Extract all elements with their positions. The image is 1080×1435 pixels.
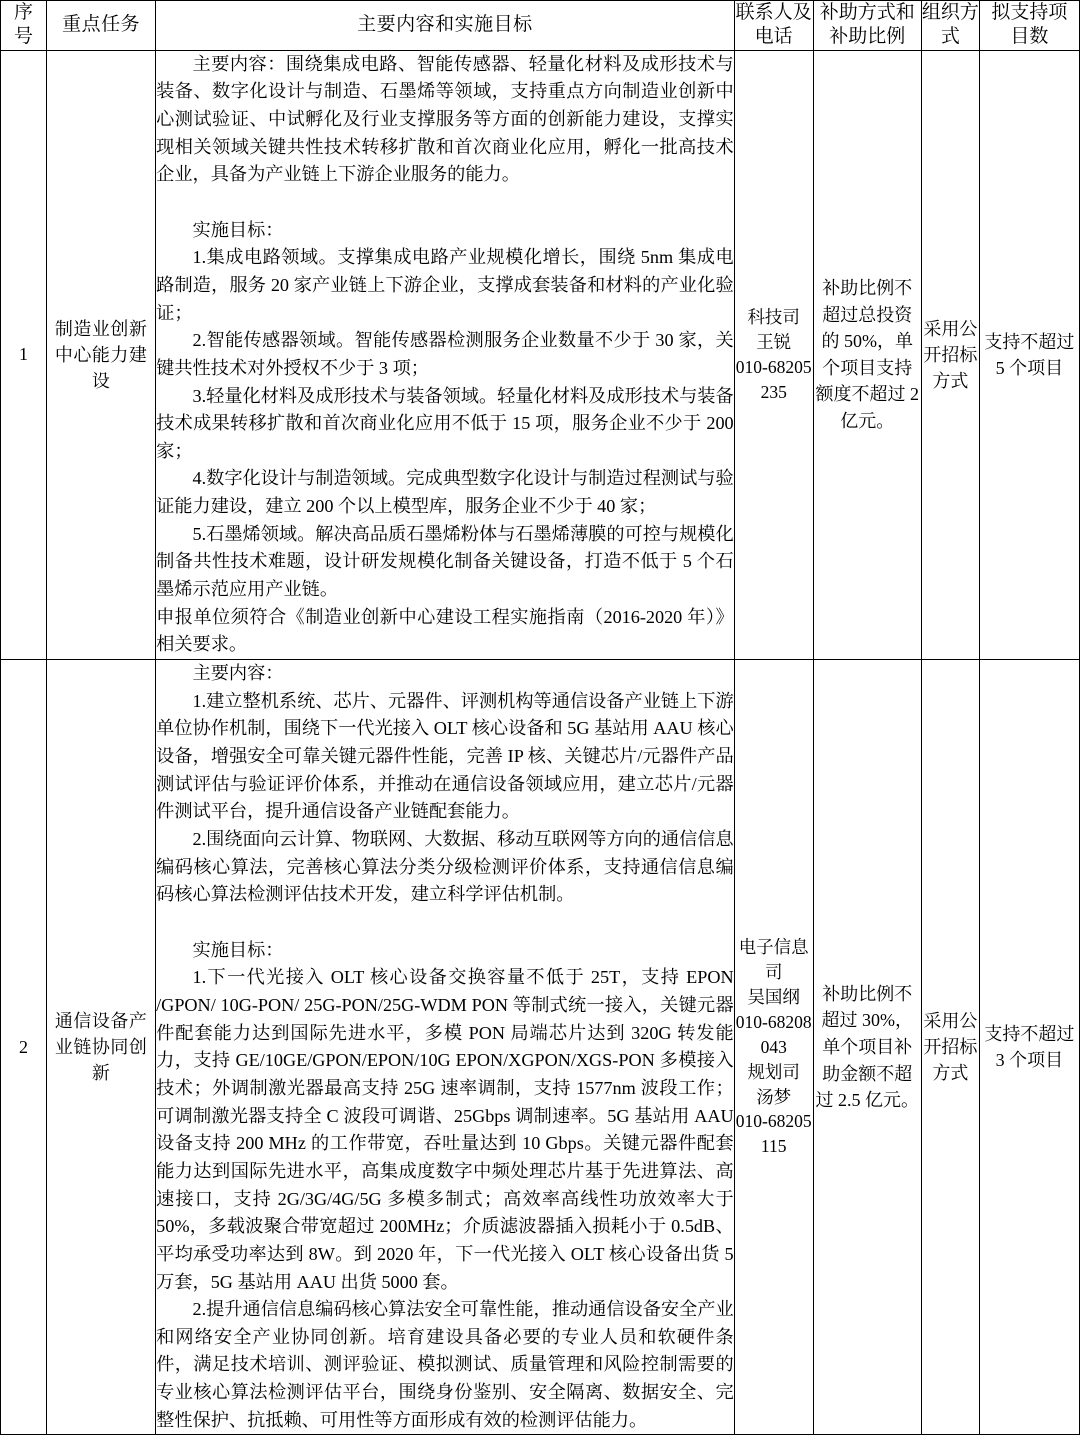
row-task-name: 通信设备产业链协同创新 — [47, 660, 156, 1435]
contact-phone-line: 043 — [760, 1036, 787, 1057]
row-contact — [734, 50, 813, 659]
contact-phone-line: 010-68205 — [735, 356, 812, 377]
content-spacer — [156, 909, 734, 937]
column-header-organization — [921, 1, 979, 51]
content-paragraph: 实施目标： — [192, 219, 284, 240]
contact-line: 吴国纲 — [747, 987, 800, 1008]
contact-phone-line: 010-68205 — [735, 1111, 812, 1132]
row-organization-method: 采用公开招标方式 — [921, 660, 979, 1435]
contact-line: 规划司 — [747, 1061, 800, 1082]
table-body — [1, 50, 1080, 1435]
table-header — [1, 1, 1080, 51]
table-header-row — [1, 1, 1080, 51]
column-header-subsidy-line1: 补助方式和 — [819, 2, 915, 23]
contact-phone-line: 010-68208 — [735, 1011, 812, 1032]
column-header-contact-line2: 电话 — [754, 26, 793, 48]
content-paragraph: 1.下一代光接入 OLT 核心设备交换容量不低于 25T，支持 EPON /GPON/ 10G-PON/ 25G-PON/25G-WDM PON 等制式统一接入，关键元器件配套能力达到国际先进水平，多模 PON 局端芯片达到 320G 转发能力，支持 GE/10GE/GPON/EPON/10G EPON/XGPON/XGS-PON 多模接入技术；外调制激光器最高支持 25G 速率调制，支持 1577nm 波段工作；可调制激光器支持全 C 波段可调谐、25Gbps 调制速率。5G 基站用 AAU 设备支持 200 MHz 的工作带宽，吞吐量达到 10 Gbps。关键元器件配套能力达到国际先进水平，高集成度数字中频处理芯片基于先进算法、高速接口，支持 2G/3G/4G/5G 多模多制式；高效率高线性功放效率大于 50%，多载波聚合带宽超过 200MHz；介质滤波器插入损耗小于 0.5dB、平均承受功率达到 8W。到 2020 年，下一代光接入 OLT 核心设备出货 5 万套，5G 基站用 AAU 出货 5000 套。 — [156, 967, 734, 1292]
column-header-sequence-line1: 序 — [14, 2, 34, 23]
row-subsidy: 补助比例不超过总投资的 50%，单个项目支持额度不超过 2 亿元。 — [813, 50, 921, 659]
content-paragraph: 2.智能传感器领域。智能传感器检测服务企业数量不少于 30 家，关键共性技术对外授权不少于 3 项； — [156, 330, 734, 378]
column-header-contact-line1: 联系人及 — [735, 2, 812, 23]
row-sequence-number: 1 — [1, 50, 47, 659]
row-content — [156, 660, 735, 1435]
column-header-subsidy — [813, 1, 921, 51]
column-header-organization-line2: 式 — [940, 26, 960, 48]
row-contact — [734, 660, 813, 1435]
contact-phone-line: 235 — [760, 381, 787, 402]
content-paragraph: 1.集成电路领域。支撑集成电路产业规模化增长，围绕 5nm 集成电路制造，服务 20 家产业链上下游企业，支撑成套装备和材料的产业化验证； — [156, 247, 734, 323]
content-paragraph: 3.轻量化材料及成形技术与装备领域。轻量化材料及成形技术与装备技术成果转移扩散和首次商业化应用不低于 15 项，服务企业不少于 200 家； — [156, 385, 734, 461]
column-header-content: 主要内容和实施目标 — [156, 1, 735, 51]
column-header-subsidy-line2: 补助比例 — [829, 26, 906, 48]
row-subsidy: 补助比例不超过 30%，单个项目补助金额不超过 2.5 亿元。 — [813, 660, 921, 1435]
table-row — [1, 50, 1080, 659]
content-paragraph: 实施目标： — [192, 939, 284, 960]
row-project-count: 支持不超过 5 个项目 — [979, 50, 1079, 659]
contact-line: 电子信息 — [738, 937, 809, 958]
contact-phone-line: 115 — [760, 1136, 787, 1157]
row-task-name: 制造业创新中心能力建设 — [47, 50, 156, 659]
contact-line: 科技司 — [747, 307, 800, 328]
content-paragraph: 2.提升通信信息编码核心算法安全可靠性能，推动通信设备安全产业和网络安全产业协同创新。培育建设具备必要的专业人员和软硬件条件，满足技术培训、测评验证、模拟测试、质量管理和风险控制需要的专业核心算法检测评估平台，围绕身份鉴别、安全隔离、数据安全、完整性保护、抗抵赖、可用性等方面形成有效的检测评估能力。 — [156, 1299, 734, 1430]
column-header-count — [979, 1, 1079, 51]
content-paragraph: 主要内容： — [192, 663, 284, 684]
contact-line: 司 — [764, 962, 783, 983]
contact-line: 王锐 — [756, 332, 792, 352]
column-header-sequence-line2: 号 — [14, 26, 34, 48]
content-paragraph: 2.围绕面向云计算、物联网、大数据、移动互联网等方向的通信信息编码核心算法，完善核心算法分类分级检测评价体系，支持通信信息编码核心算法检测评估技术开发，建立科学评估机制。 — [156, 829, 734, 905]
row-sequence-number: 2 — [1, 660, 47, 1435]
column-header-count-line2: 目数 — [1010, 26, 1049, 48]
column-header-sequence — [1, 1, 47, 51]
contact-line: 汤梦 — [756, 1086, 792, 1107]
table-row — [1, 660, 1080, 1435]
column-header-contact — [734, 1, 813, 51]
content-spacer — [156, 189, 734, 217]
column-header-task: 重点任务 — [47, 1, 156, 51]
column-header-count-line1: 拟支持项 — [991, 2, 1068, 23]
column-header-organization-line1: 组织方 — [921, 2, 979, 23]
row-content — [156, 50, 735, 659]
content-paragraph: 4.数字化设计与制造领域。完成典型数字化设计与制造过程测试与验证能力建设，建立 200 个以上模型库，服务企业不少于 40 家； — [156, 468, 734, 517]
row-project-count: 支持不超过 3 个项目 — [979, 660, 1079, 1435]
content-paragraph: 1.建立整机系统、芯片、元器件、评测机构等通信设备产业链上下游单位协作机制，围绕下一代光接入 OLT 核心设备和 5G 基站用 AAU 核心设备，增强安全可靠关键元器件性能，完善 IP 核、关键芯片/元器件产品测试评估与验证评价体系，并推动在通信设备领域应用，建立芯片/元器件测试平台，提升通信设备产业链配套能力。 — [156, 690, 734, 822]
row-organization-method: 采用公开招标方式 — [921, 50, 979, 659]
content-paragraph: 5.石墨烯领域。解决高品质石墨烯粉体与石墨烯薄膜的可控与规模化制备共性技术难题，设计研发规模化制备关键设备，打造不低于 5 个石墨烯示范应用产业链。 — [156, 523, 734, 600]
content-requirement-note: 申报单位须符合《制造业创新中心建设工程实施指南（2016-2020 年）》相关要求。 — [156, 606, 734, 655]
content-paragraph: 主要内容：围绕集成电路、智能传感器、轻量化材料及成形技术与装备、数字化设计与制造、石墨烯等领域，支持重点方向制造业创新中心测试验证、中试孵化及行业支撑服务等方面的创新能力建设，支撑实现相关领域关键共性技术转移扩散和首次商业化应用，孵化一批高技术企业，具备为产业链上下游企业服务的能力。 — [156, 53, 734, 185]
